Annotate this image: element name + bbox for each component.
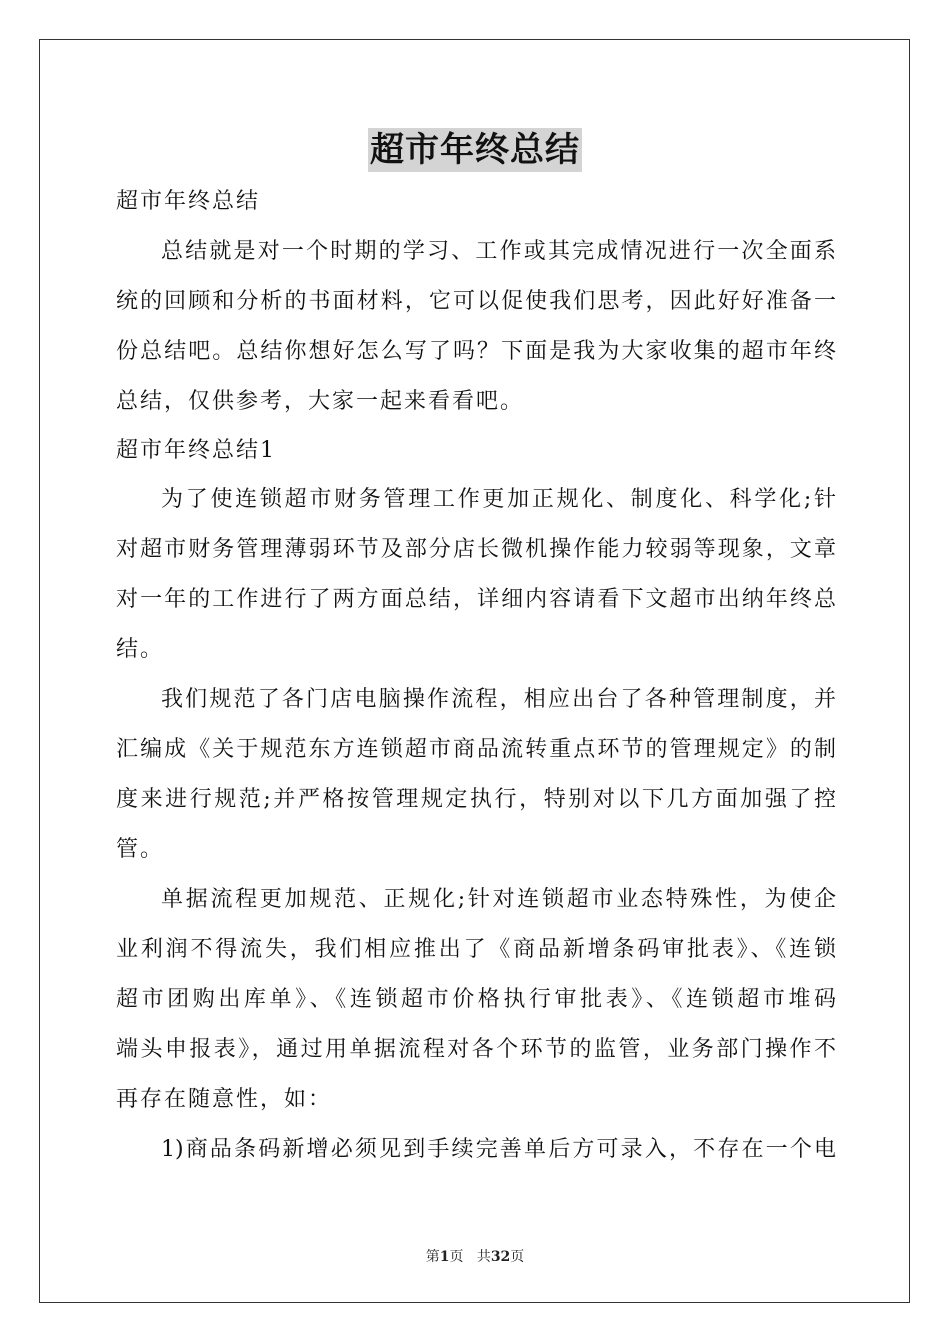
footer-total-prefix: 共 (476, 1249, 491, 1265)
document-title: 超市年终总结 (370, 130, 580, 170)
body-line: 份总结吧。总结你想好怎么写了吗？下面是我为大家收集的超市年终 (116, 339, 836, 364)
body-line: 为了使连锁超市财务管理工作更加正规化、制度化、科学化;针 (161, 487, 836, 512)
body-line: 统的回顾和分析的书面材料，它可以促使我们思考，因此好好准备一 (116, 289, 836, 314)
body-line: 超市年终总结 (116, 189, 261, 214)
footer-prefix: 第 (425, 1249, 440, 1265)
body-line: 端头申报表》，通过用单据流程对各个环节的监管，业务部门操作不 (116, 1037, 836, 1062)
title-container (0, 128, 950, 172)
body-line: 度来进行规范;并严格按管理规定执行，特别对以下几方面加强了控 (116, 787, 836, 812)
body-line: 业利润不得流失，我们相应推出了《商品新增条码审批表》、《连锁 (116, 937, 836, 962)
body-line: 再存在随意性，如： (116, 1087, 333, 1112)
total-page-count: 32 (490, 1249, 511, 1265)
footer-total-suffix: 页 (510, 1249, 525, 1265)
section-heading: 超市年终总结1 (116, 438, 276, 463)
body-line: 单据流程更加规范、正规化;针对连锁超市业态特殊性，为使企 (161, 887, 836, 912)
body-line: 超市团购出库单》、《连锁超市价格执行审批表》、《连锁超市堆码 (116, 987, 836, 1012)
current-page-number: 1 (439, 1249, 450, 1265)
page-footer (0, 1246, 950, 1266)
body-line: 总结就是对一个时期的学习、工作或其完成情况进行一次全面系 (161, 239, 836, 264)
body-line: 对一年的工作进行了两方面总结，详细内容请看下文超市出纳年终总 (116, 587, 836, 612)
body-line: 汇编成《关于规范东方连锁超市商品流转重点环节的管理规定》的制 (116, 737, 836, 762)
body-line: 结。 (116, 637, 165, 662)
document-body (116, 177, 836, 1175)
body-line: 我们规范了各门店电脑操作流程，相应出台了各种管理制度，并 (161, 687, 836, 712)
body-line: 管。 (116, 837, 165, 862)
body-line: 对超市财务管理薄弱环节及部分店长微机操作能力较弱等现象，文章 (116, 537, 836, 562)
body-line: 总结，仅供参考，大家一起来看看吧。 (116, 389, 525, 414)
body-line: 1)商品条码新增必须见到手续完善单后方可录入，不存在一个电 (161, 1137, 836, 1162)
footer-page-suffix: 页 (449, 1249, 464, 1265)
